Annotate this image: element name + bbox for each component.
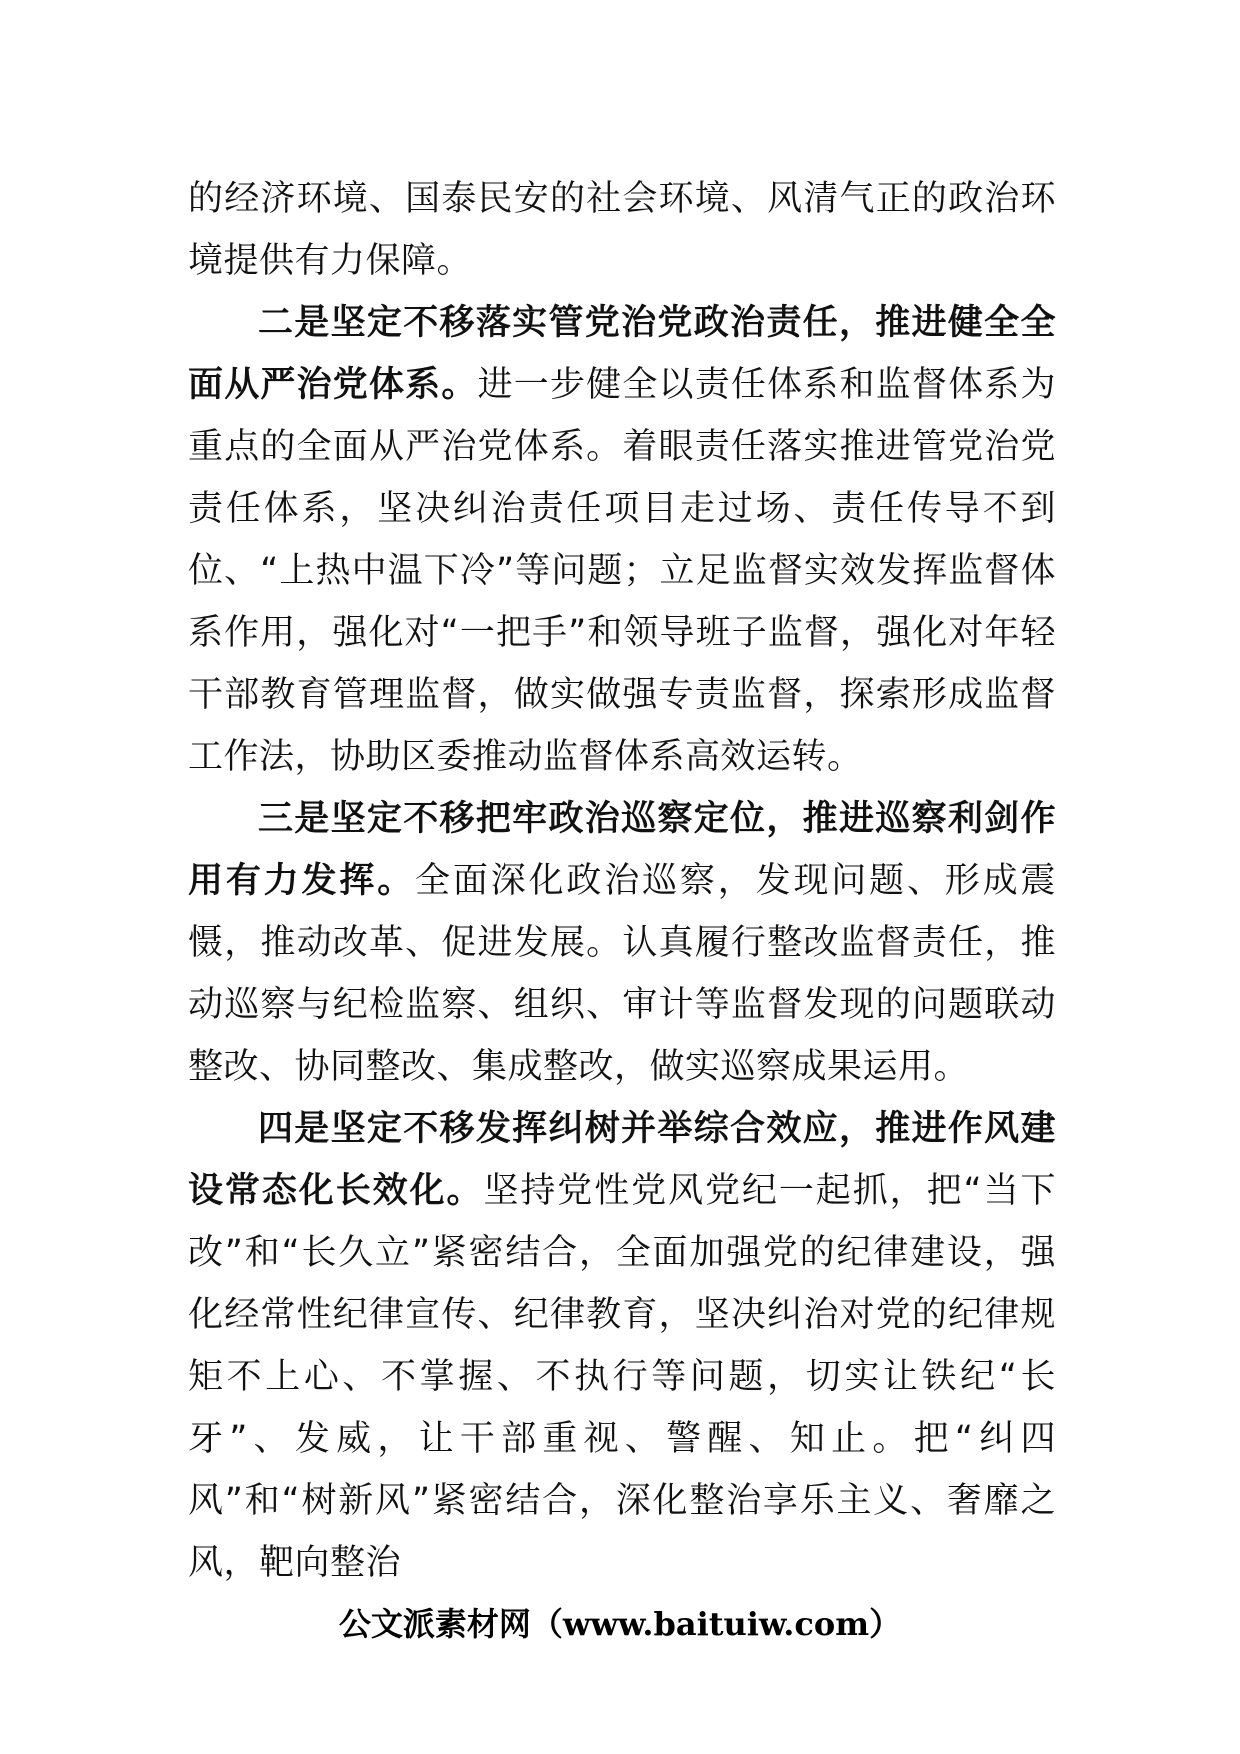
paragraph-point-four: [188, 1098, 1056, 1594]
paragraph-point-three: [188, 788, 1056, 1098]
paragraph-continuation: [188, 168, 1056, 292]
paragraph-lead: 二是坚定不移落实管党治党政治责任，推进健全全面从严治党体系。: [188, 303, 1056, 405]
paragraph-text: 坚持党性党风党纪一起抓，把“当下改”和“长久立”紧密结合，全面加强党的纪律建设，强化经常性纪律宣传、纪律教育，坚决纠治对党的纪律规矩不上心、不掌握、不执行等问题，切实让铁纪“长牙”、发威，让干部重视、警醒、知止。把“纠四风”和“树新风”紧密结合，深化整治享乐主义、奢靡之风，靶向整治: [188, 1171, 1056, 1583]
paragraph-lead: 三是坚定不移把牢政治巡察定位，推进巡察利剑作用有力发挥。: [188, 799, 1056, 901]
paragraph-text: 进一步健全以责任体系和监督体系为重点的全面从严治党体系。着眼责任落实推进管党治党责任体系，坚决纠治责任项目走过场、责任传导不到位、“上热中温下冷”等问题；立足监督实效发挥监督体系作用，强化对“一把手”和领导班子监督，强化对年轻干部教育管理监督，做实做强专责监督，探索形成监督工作法，协助区委推动监督体系高效运转。: [188, 365, 1056, 777]
document-body: [188, 168, 1056, 1594]
paragraph-point-two: [188, 292, 1056, 788]
paragraph-text: 全面深化政治巡察，发现问题、形成震慑，推动改革、促进发展。认真履行整改监督责任，推动巡察与纪检监察、组织、审计等监督发现的问题联动整改、协同整改、集成整改，做实巡察成果运用。: [188, 861, 1056, 1087]
paragraph-text: 的经济环境、国泰民安的社会环境、风清气正的政治环境提供有力保障。: [188, 179, 1056, 281]
footer-watermark: 公文派素材网（www.baituiw.com）: [338, 1605, 902, 1643]
paragraph-lead: 四是坚定不移发挥纠树并举综合效应，推进作风建设常态化长效化。: [188, 1109, 1056, 1211]
